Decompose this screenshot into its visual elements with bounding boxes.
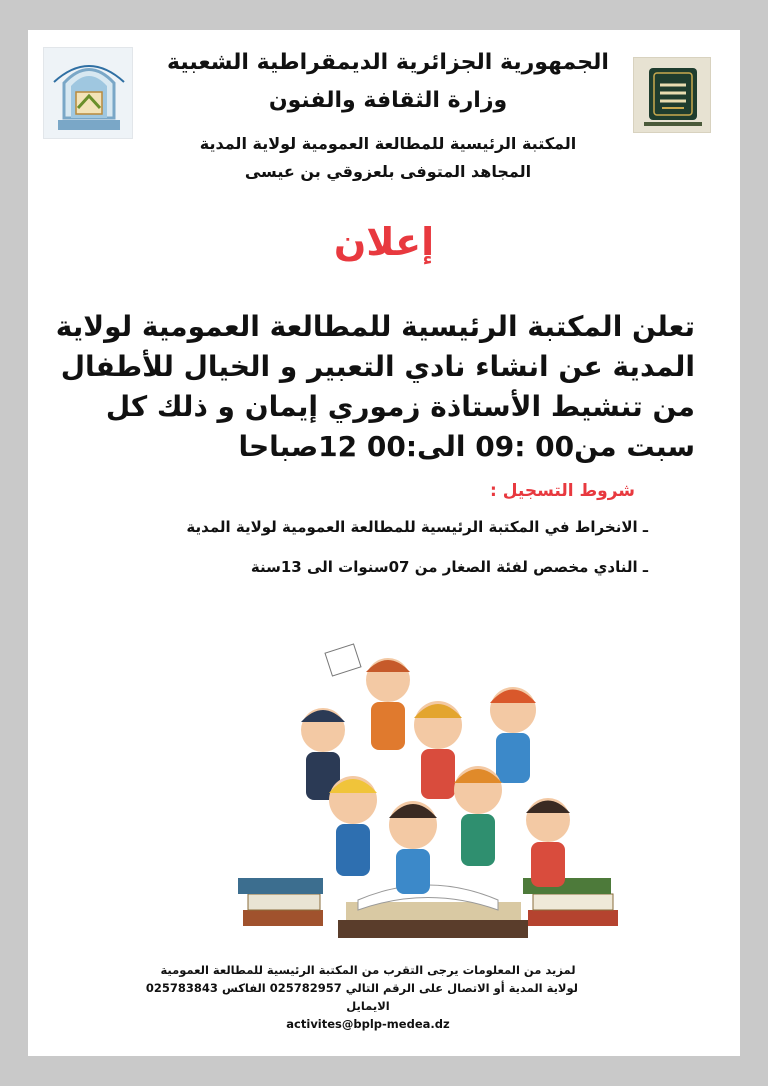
announcement-line: تعلن المكتبة الرئيسية للمطالعة العمومية لولاية [55,310,695,343]
republic-name: الجمهورية الجزائرية الديمقراطية الشعبية [167,50,609,75]
library-name: المكتبة الرئيسية للمطالعة العمومية لولاية المدية [199,134,577,153]
footer-email-label: الايمايل [346,999,390,1013]
registration-condition: ـ الانخراط في المكتبة الرئيسية للمطالعة العمومية لولاية المدية [186,518,648,536]
footer-info: لمزيد من المعلومات يرجى التقرب من المكتبة الرئيسية للمطالعة العمومية [160,963,576,977]
footer-email[interactable]: activites@bplp-medea.dz [286,1017,450,1031]
library-logo-icon [43,47,133,139]
registration-title: شروط التسجيل : [490,481,635,501]
ministry-culture-logo-icon [633,57,711,133]
poster-sheet [28,30,740,1056]
children-reading-illustration [228,610,628,955]
announcement-line: سبت من00 :09 الى:00 12صباحا [238,430,695,463]
ministry-name: وزارة الثقافة والفنون [268,88,508,113]
library-dedication: المجاهد المتوفى بلعزوقي بن عيسى [244,162,532,181]
announcement-line: من تنشيط الأستاذة زموري إيمان و ذلك كل [105,390,695,423]
announcement-line: المدية عن انشاء نادي التعبير و الخيال للأطفال [60,350,695,383]
announcement-title: إعلان [333,220,435,264]
registration-condition: ـ النادي مخصص لفئة الصغار من 07سنوات الى 13سنة [250,558,648,576]
footer-contact: لولاية المدية أو الاتصال على الرقم التالي 025782957 الفاكس 025783843 [145,981,578,995]
